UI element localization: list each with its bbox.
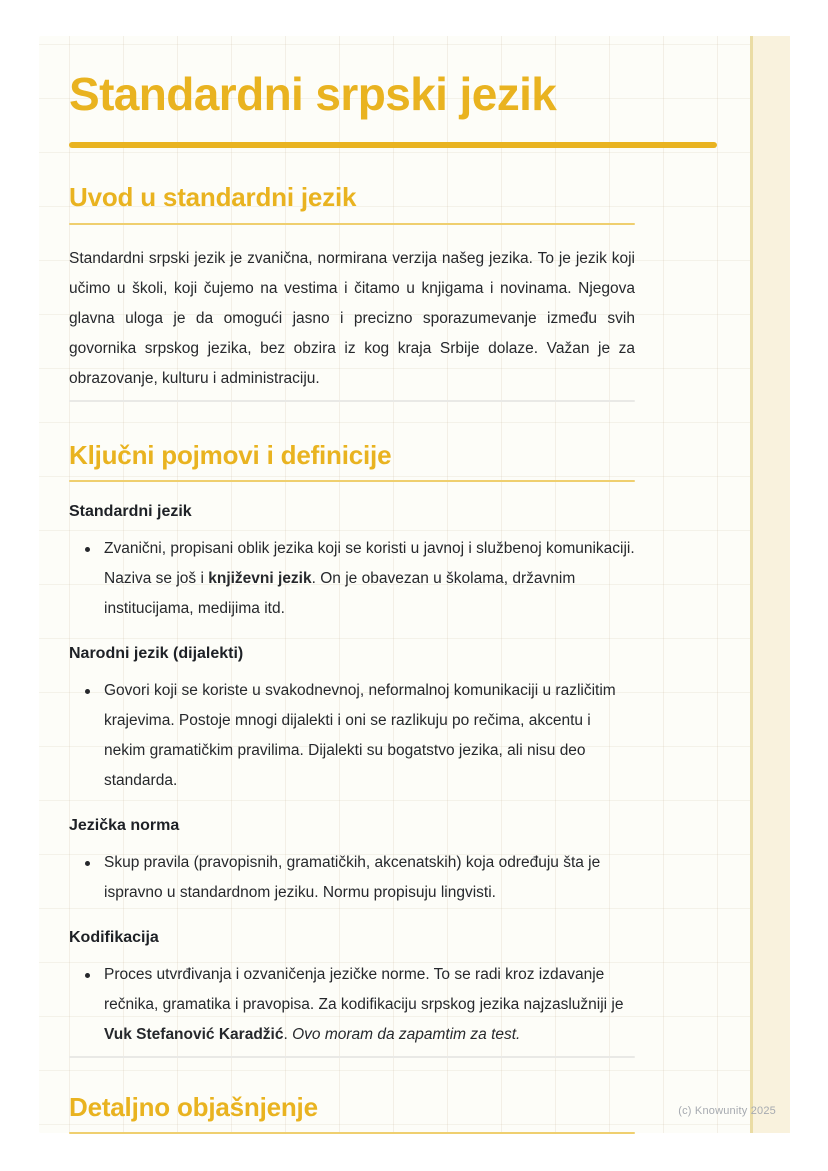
term-heading-kodifikacija: Kodifikacija [69, 928, 159, 946]
document-title: Standardni srpski jezik [69, 68, 557, 120]
section-heading-uvod: Uvod u standardni jezik [69, 182, 357, 213]
term-definition-item: Zvanični, propisani oblik jezika koji se koristi u javnoj i službenoj komunikaciji. Naziva se još i književni jezik. On je obavezan u školama, državnim institucijama, medijima itd. [69, 534, 635, 624]
term-definition-item: Proces utvrđivanja i ozvaničenja jezičke norme. To se radi kroz izdavanje rečnika, gramatika i pravopisa. Za kodifikaciju srpskog jezika najzaslužniji je Vuk Stefanović Karadžić. Ovo moram da zapamtim za test. [69, 960, 635, 1050]
intro-paragraph: Standardni srpski jezik je zvanična, normirana verzija našeg jezika. To je jezik koji učimo u školi, koji čujemo na vestima i čitamo u knjigama i novinama. Njegova glavna uloga je da omogući jasno i precizno sporazumevanje između svih govornika srpskog jezika, bez obzira iz kog kraja Srbije dolaze. Važan je za obrazovanje, kulturu i administraciju. [69, 249, 635, 387]
term-definition-item: Govori koji se koriste u svakodnevnoj, neformalnoj komunikaciji u različitim krajevima. Postoje mnogi dijalekti i oni se razlikuju po rečima, akcentu i nekim gramatičkim pravilima. Dijalekti su bogatstvo jezika, ali nisu deo standarda. [69, 676, 635, 796]
document-page [39, 36, 790, 1133]
term-definition-list [69, 676, 635, 796]
term-heading-jezicka-norma: Jezička norma [69, 816, 180, 834]
term-definition-item: Skup pravila (pravopisnih, gramatičkih, akcenatskih) koja određuju šta je ispravno u standardnom jeziku. Normu propisuju lingvisti. [69, 848, 635, 908]
heading-underline-uvod [69, 223, 635, 225]
term-definition-list [69, 534, 635, 624]
heading-underline-pojmovi [69, 480, 635, 482]
term-heading-standardni-jezik: Standardni jezik [69, 502, 192, 520]
term-heading-narodni-jezik: Narodni jezik (dijalekti) [69, 644, 244, 662]
section-heading-pojmovi: Ključni pojmovi i definicije [69, 439, 392, 470]
section-divider [69, 1056, 635, 1058]
term-definition-list [69, 960, 635, 1050]
term-definition-list [69, 848, 635, 908]
heading-underline-detaljno [69, 1132, 635, 1134]
section-heading-detaljno: Detaljno objašnjenje [69, 1091, 318, 1122]
section-divider [69, 400, 635, 402]
document-content [39, 36, 790, 1134]
watermark: (c) Knowunity 2025 [678, 1105, 776, 1117]
title-underline [69, 142, 717, 148]
